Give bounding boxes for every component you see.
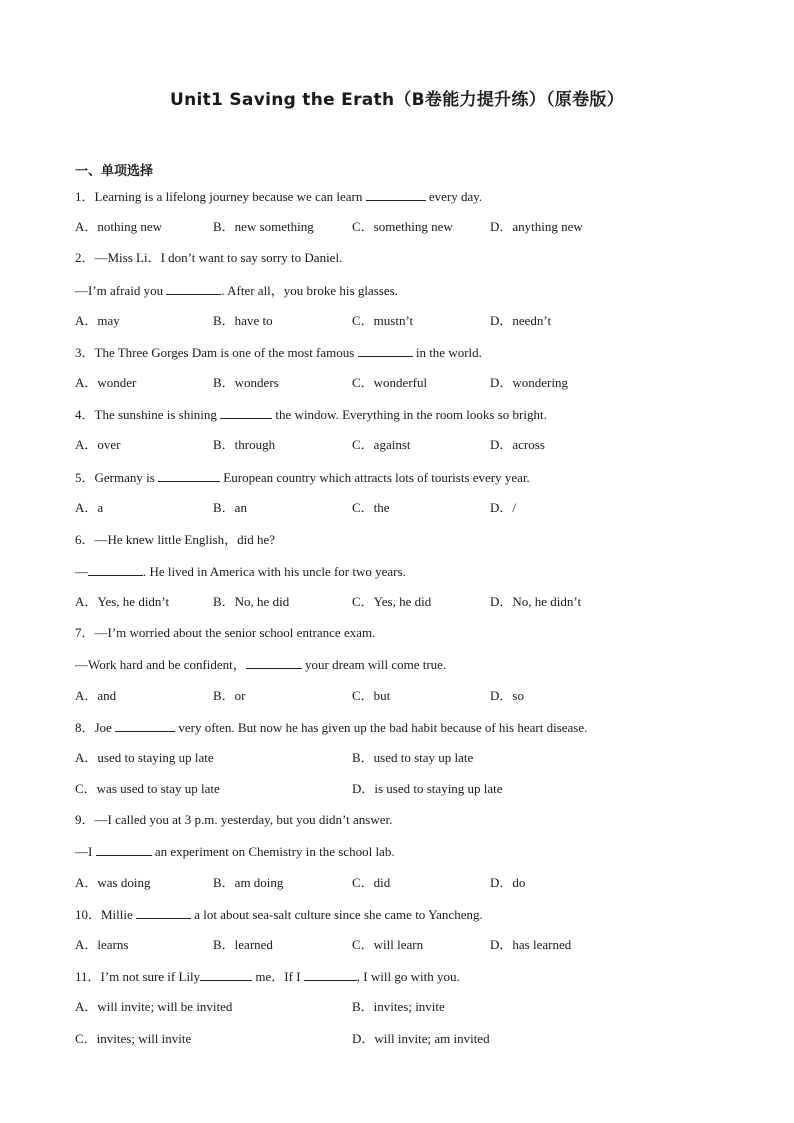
question-text: . He lived in America with his uncle for two years.: [143, 564, 406, 579]
answer-blank[interactable]: [366, 188, 426, 201]
question-6-line-2: [75, 563, 406, 580]
question-text: every day.: [425, 189, 483, 204]
question-7-option-b[interactable]: B．or: [213, 688, 246, 703]
question-8-line-1: [75, 719, 587, 736]
answer-blank[interactable]: [96, 843, 152, 856]
question-text: —Work hard and be confident，: [75, 657, 246, 672]
answer-blank[interactable]: [358, 344, 413, 357]
question-1-option-c[interactable]: C．something new: [352, 219, 453, 234]
question-text: , I will go with you.: [356, 969, 460, 984]
section-heading: 一、单项选择: [75, 164, 154, 179]
question-7-option-a[interactable]: A．and: [75, 688, 117, 703]
question-text: 2．—Miss Li．I don’t want to say sorry to Daniel.: [75, 250, 343, 265]
question-2-option-b[interactable]: B．have to: [213, 313, 273, 328]
question-text: an experiment on Chemistry in the school lab.: [151, 844, 395, 859]
question-4-option-c[interactable]: C．against: [352, 437, 411, 452]
question-3-option-d[interactable]: D．wondering: [490, 375, 568, 390]
question-7-line-1: [75, 625, 375, 641]
question-1-option-b[interactable]: B．new something: [213, 219, 314, 234]
question-11-option-a[interactable]: A．will invite; will be invited: [75, 999, 233, 1014]
question-8-option-a[interactable]: A．used to staying up late: [75, 750, 214, 765]
question-3-option-b[interactable]: B．wonders: [213, 375, 279, 390]
question-5-option-d[interactable]: D．/: [490, 500, 517, 515]
question-4-option-a[interactable]: A．over: [75, 437, 121, 452]
question-10-line-1: [75, 906, 483, 923]
question-2-line-2: [75, 282, 398, 299]
question-3-line-1: [75, 344, 482, 361]
question-5-line-1: [75, 469, 530, 486]
question-9-line-2: [75, 843, 395, 860]
answer-blank[interactable]: [158, 469, 220, 482]
question-text: 5．Germany is: [75, 470, 159, 485]
question-2-option-c[interactable]: C．mustn’t: [352, 313, 414, 328]
page-title: Unit1 Saving the Erath（B卷能力提升练）（原卷版）: [169, 90, 625, 110]
question-9-option-d[interactable]: D．do: [490, 875, 526, 890]
question-6-option-b[interactable]: B．No, he did: [213, 594, 290, 609]
question-text: very often. But now he has given up the bad habit because of his heart disease.: [175, 720, 588, 735]
question-7-line-2: [75, 656, 446, 673]
question-text: a lot about sea-salt culture since she came to Yancheng.: [191, 907, 483, 922]
question-1-option-a[interactable]: A．nothing new: [75, 219, 163, 234]
question-10-option-d[interactable]: D．has learned: [490, 937, 572, 952]
question-text: 6．—He knew little English，did he?: [75, 532, 276, 547]
question-text: your dream will come true.: [301, 657, 447, 672]
answer-blank[interactable]: [246, 656, 302, 669]
question-8-option-d[interactable]: D．is used to staying up late: [352, 781, 503, 796]
question-text: . After all，you broke his glasses.: [221, 283, 398, 298]
answer-blank[interactable]: [220, 406, 272, 419]
question-text: the window. Everything in the room looks so bright.: [272, 407, 547, 422]
question-4-option-b[interactable]: B．through: [213, 437, 276, 452]
question-text: 10．Millie: [75, 907, 137, 922]
question-11-option-b[interactable]: B．invites; invite: [352, 999, 445, 1014]
question-10-option-c[interactable]: C．will learn: [352, 937, 424, 952]
question-10-option-a[interactable]: A．learns: [75, 937, 129, 952]
question-10-option-b[interactable]: B．learned: [213, 937, 273, 952]
question-4-line-1: [75, 406, 547, 423]
answer-blank[interactable]: [136, 906, 191, 919]
answer-blank[interactable]: [304, 968, 357, 981]
question-6-line-1: [75, 532, 275, 548]
answer-blank[interactable]: [115, 719, 175, 732]
question-text: in the world.: [412, 345, 482, 360]
question-11-option-d[interactable]: D．will invite; am invited: [352, 1031, 490, 1046]
question-text: 7．—I’m worried about the senior school entrance exam.: [75, 625, 376, 640]
question-text: European country which attracts lots of tourists every year.: [220, 470, 530, 485]
question-9-line-1: [75, 812, 392, 828]
question-text: —I: [75, 844, 96, 859]
question-6-option-a[interactable]: A．Yes, he didn’t: [75, 594, 170, 609]
question-3-option-c[interactable]: C．wonderful: [352, 375, 428, 390]
question-5-option-a[interactable]: A．a: [75, 500, 104, 515]
question-5-option-c[interactable]: C．the: [352, 500, 390, 515]
question-text: 1．Learning is a lifelong journey because we can learn: [75, 189, 366, 204]
question-9-option-c[interactable]: C．did: [352, 875, 391, 890]
question-7-option-c[interactable]: C．but: [352, 688, 391, 703]
question-2-option-d[interactable]: D．needn’t: [490, 313, 552, 328]
question-text: 11．I’m not sure if Lily: [75, 969, 201, 984]
question-text: 4．The sunshine is shining: [75, 407, 221, 422]
question-text: 8．Joe: [75, 720, 116, 735]
question-text: 9．—I called you at 3 p.m. yesterday, but you didn’t answer.: [75, 812, 393, 827]
question-9-option-b[interactable]: B．am doing: [213, 875, 284, 890]
answer-blank[interactable]: [166, 282, 221, 295]
answer-blank[interactable]: [200, 968, 252, 981]
question-9-option-a[interactable]: A．was doing: [75, 875, 151, 890]
question-6-option-c[interactable]: C．Yes, he did: [352, 594, 432, 609]
question-4-option-d[interactable]: D．across: [490, 437, 545, 452]
question-text: me．If I: [252, 969, 304, 984]
question-7-option-d[interactable]: D．so: [490, 688, 524, 703]
question-11-line-1: [75, 968, 460, 985]
question-5-option-b[interactable]: B．an: [213, 500, 247, 515]
question-8-option-c[interactable]: C．was used to stay up late: [75, 781, 220, 796]
question-6-option-d[interactable]: D．No, he didn’t: [490, 594, 582, 609]
question-3-option-a[interactable]: A．wonder: [75, 375, 137, 390]
question-2-line-1: [75, 250, 342, 266]
question-text: —: [75, 564, 88, 579]
question-11-option-c[interactable]: C．invites; will invite: [75, 1031, 192, 1046]
question-8-option-b[interactable]: B．used to stay up late: [352, 750, 474, 765]
question-text: —I’m afraid you: [75, 283, 167, 298]
question-1-line-1: [75, 188, 482, 205]
question-2-option-a[interactable]: A．may: [75, 313, 120, 328]
answer-blank[interactable]: [88, 563, 143, 576]
question-1-option-d[interactable]: D．anything new: [490, 219, 583, 234]
question-text: 3．The Three Gorges Dam is one of the most famous: [75, 345, 358, 360]
